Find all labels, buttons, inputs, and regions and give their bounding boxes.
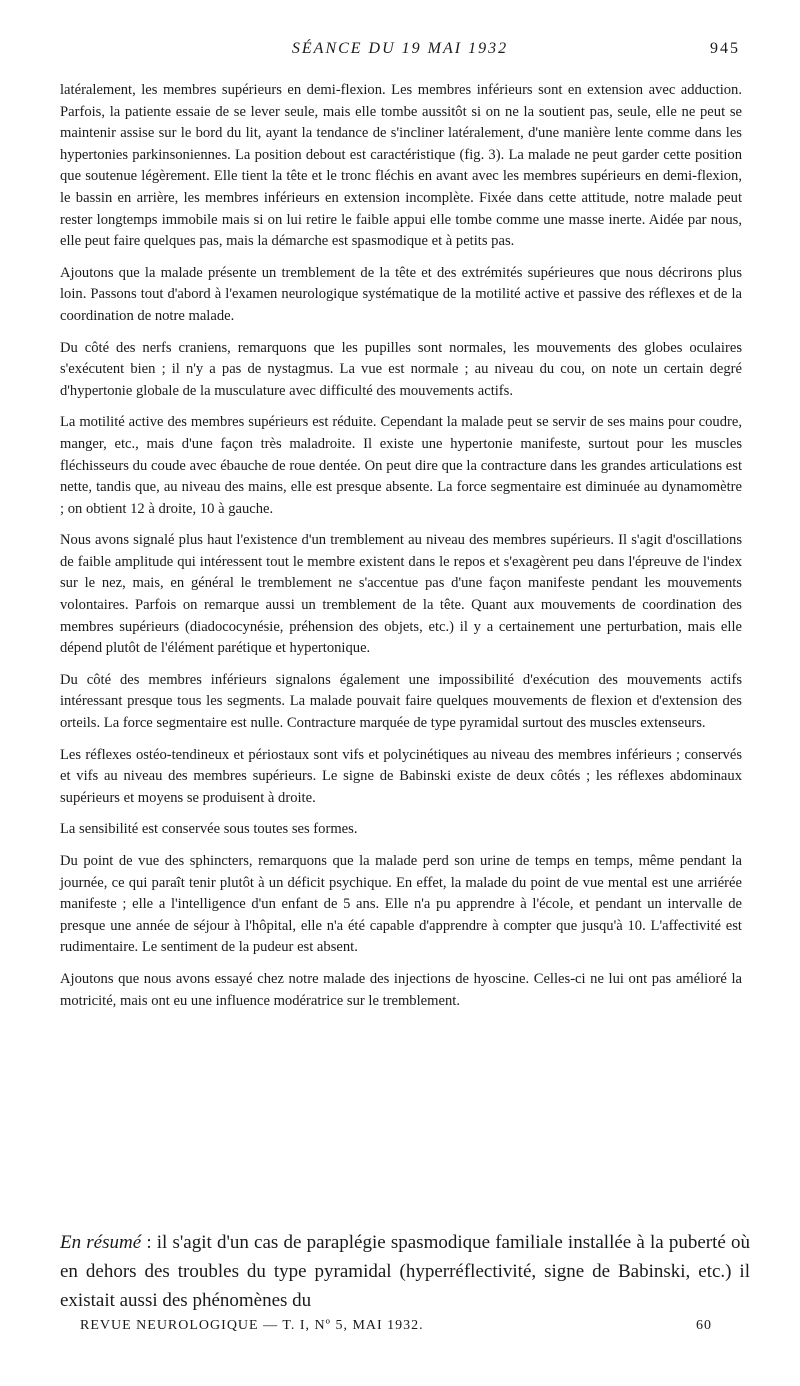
- journal-reference: REVUE NEUROLOGIQUE — T. I, Nº 5, MAI 1932.: [80, 1318, 424, 1333]
- summary-text: : il s'agit d'un cas de paraplégie spasmodique familiale installée à la puberté où en dehors des troubles du type pyramidal (hyperréflectivité, signe de Babinski, etc.) il existait aussi des phénomènes du: [60, 1232, 750, 1311]
- paragraph: La sensibilité est conservée sous toutes ses formes.: [60, 821, 358, 838]
- paragraph: Nous avons signalé plus haut l'existence d'un tremblement au niveau des membres supérieurs. Il s'agit d'oscillations de faible amplitude qui intéressent tout le membre existent dans le repos et s'exagèrent peu dans l'épreuve de l'index sur le nez, mais, en général le tremblement ne s'accentue pas d'une façon manifeste pendant les mouvements volontaires. Parfois on remarque aussi un tremblement de la tête. Quant aux mouvements de coordination des membres supérieurs (diadococynésie, préhension des objets, etc.) il y a certainement une perturbation, mais elle dépend plutôt de l'élément parétique et hypertonique.: [60, 532, 742, 657]
- paragraph: La motilité active des membres supérieurs est réduite. Cependant la malade peut se servir de ses mains pour coudre, manger, etc., mais d'une façon très maladroite. Il existe une hypertonie manifeste, surtout pour les muscles fléchisseurs du coude avec ébauche de roue dentée. On peut dire que la contracture dans les grandes articulations est nette, tandis que, au niveau des mains, elle est presque absente. La force segmentaire est diminuée au dynamomètre ; on obtient 12 à droite, 10 à gauche.: [60, 414, 742, 517]
- body-text: [60, 80, 742, 1022]
- summary-lead: En résumé: [60, 1232, 142, 1253]
- page-number: 945: [710, 40, 740, 57]
- paragraph: Ajoutons que nous avons essayé chez notre malade des injections de hyoscine. Celles-ci ne lui ont pas amélioré la motricité, mais ont eu une influence modératrice sur le tremblement.: [60, 970, 742, 1009]
- paragraph: Du côté des membres inférieurs signalons également une impossibilité d'exécution des mouvements actifs intéressant presque tous les segments. La malade pouvait faire quelques mouvements de flexion et d'extension des orteils. La force segmentaire est nulle. Contracture marquée de type pyramidal surtout des muscles extenseurs.: [60, 671, 742, 732]
- paragraph: Les réflexes ostéo-tendineux et périostaux sont vifs et polycinétiques au niveau des membres inférieurs ; conservés et vifs au niveau des membres supérieurs. Le signe de Babinski existe de deux côtés ; les réflexes abdominaux supérieurs et moyens se produisent à droite.: [60, 746, 742, 806]
- page-header: [60, 40, 740, 64]
- running-title: SÉANCE DU 19 MAI 1932: [291, 40, 509, 57]
- paragraph: latéralement, les membres supérieurs en demi-flexion. Les membres inférieurs sont en extension avec adduction. Parfois, la patiente essaie de se lever seule, mais elle tombe aussitôt si on ne la soutient pas, seule, elle ne peut se maintenir assise sur le bord du lit, ayant la tendance de s'incliner latéralement, d'une manière lente comme dans les hypertonies parkinsoniennes. La position debout est caractéristique (fig. 3). La malade ne peut garder cette position que soutenue légèrement. Elle tient la tête et le tronc fléchis en avant avec les membres supérieurs en demi-flexion, le bassin en arrière, les membres inférieurs en extension incomplète. Fixée dans cette attitude, notre malade peut rester longtemps immobile mais si on lui retire le faible appui elle tombe comme une masse inerte. Aidée par nous, elle peut faire quelques pas, mais la démarche est spasmodique et à petits pas.: [60, 82, 742, 250]
- footer-page-number: 60: [696, 1318, 712, 1333]
- paragraph: Du point de vue des sphincters, remarquons que la malade perd son urine de temps en temps, même pendant la journée, ce qui paraît tenir plutôt à un déficit psychique. En effet, la malade du point de vue mental est une arriérée manifeste ; elle a l'intelligence d'un enfant de 5 ans. Elle n'a pu apprendre à l'école, et pendant un intervalle de presque une année de séjour à l'hôpital, elle n'a été capable d'apprendre à compter que jusqu'à 10. L'affectivité est rudimentaire. Le sentiment de la pudeur est absent.: [60, 853, 742, 956]
- summary-paragraph: [60, 1228, 750, 1315]
- paragraph: Ajoutons que la malade présente un tremblement de la tête et des extrémités supérieures que nous décrirons plus loin. Passons tout d'abord à l'examen neurologique systématique de la motilité active et passive des réflexes et de la coordination de notre malade.: [60, 264, 742, 324]
- page-footer: [80, 1318, 712, 1340]
- paragraph: Du côté des nerfs craniens, remarquons que les pupilles sont normales, les mouvements des globes oculaires s'exécutent bien ; il n'y a pas de nystagmus. La vue est normale ; au niveau du cou, on note un certain degré d'hypertonie globale de la musculature avec difficulté des mouvements actifs.: [60, 339, 742, 399]
